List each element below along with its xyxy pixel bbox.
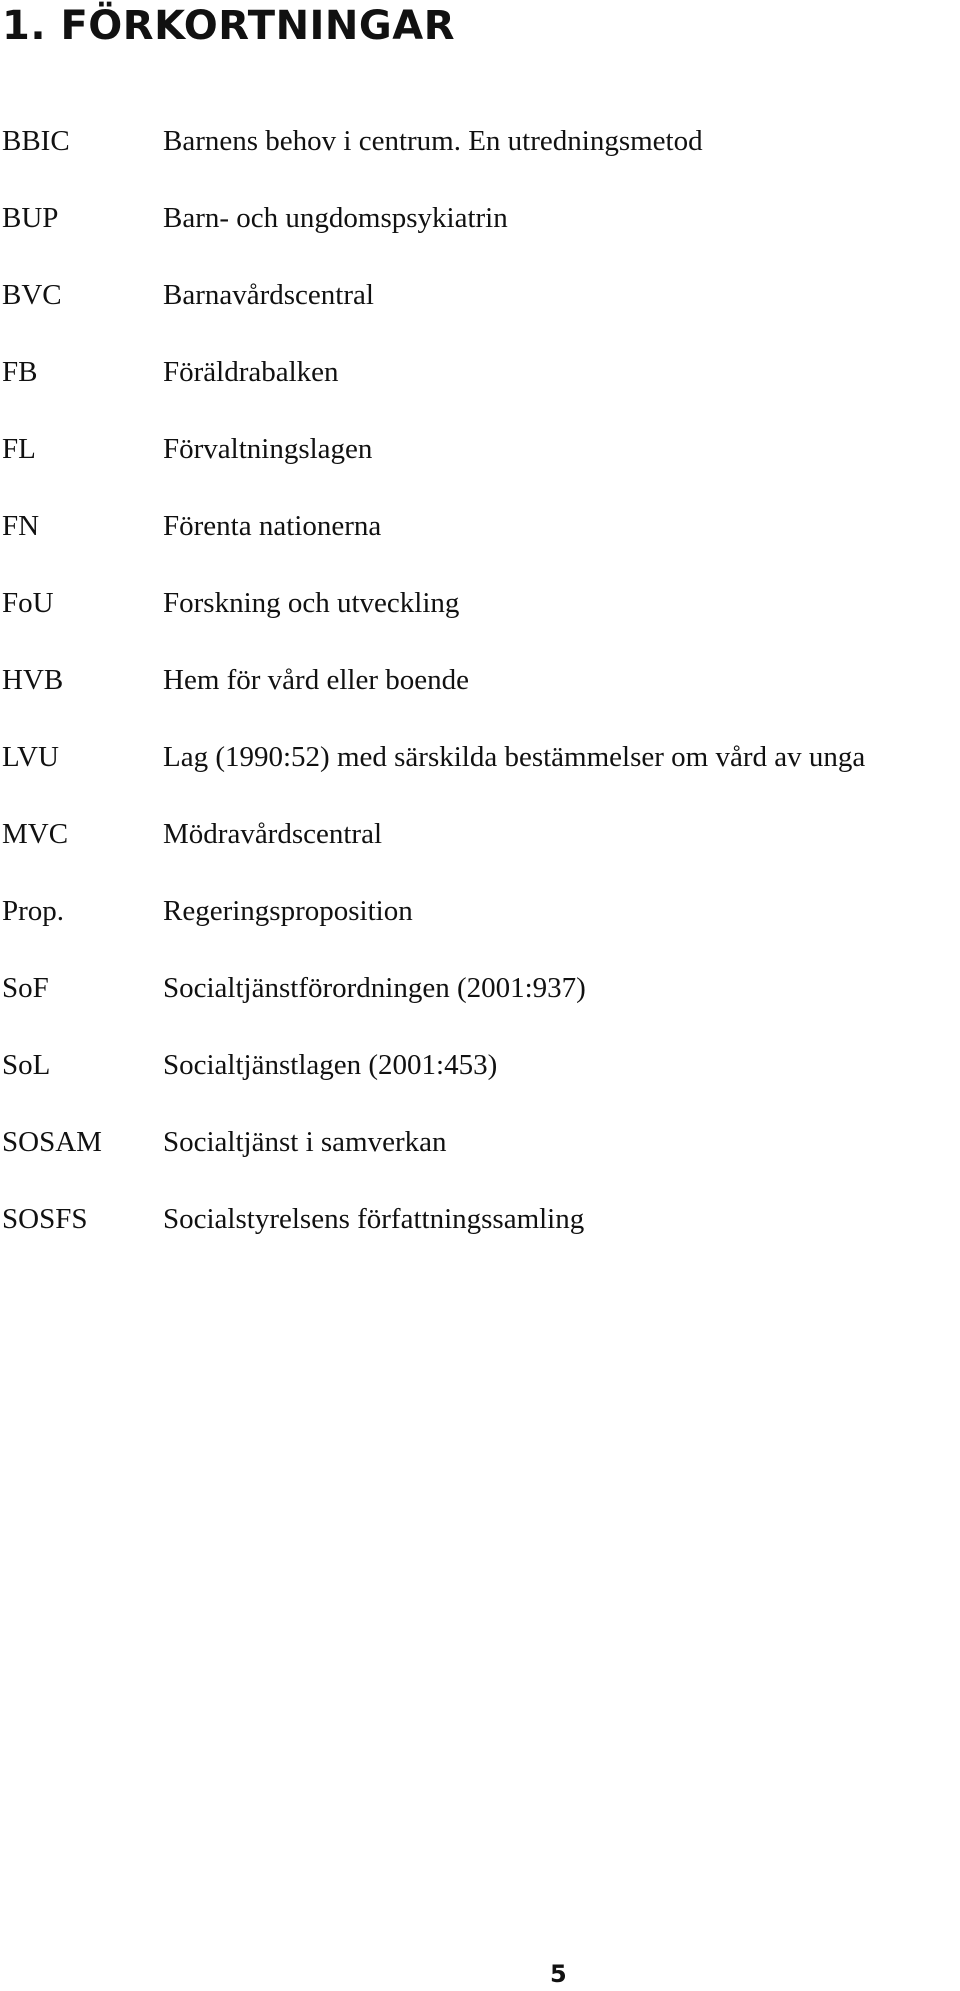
abbreviation-row	[0, 817, 960, 894]
abbreviation-definition: Förenta nationerna	[163, 510, 382, 542]
page-title: 1. FÖRKORTNINGAR	[2, 3, 455, 49]
abbreviation-row	[0, 1202, 960, 1279]
abbreviation-row	[0, 663, 960, 740]
abbreviation-row	[0, 432, 960, 509]
abbreviation-row	[0, 740, 960, 817]
abbreviation-definition: Socialtjänstförordningen (2001:937)	[163, 972, 586, 1004]
abbreviation-definition: Regeringsproposition	[163, 895, 413, 927]
abbreviation-term: SoF	[2, 972, 49, 1004]
abbreviation-row	[0, 586, 960, 663]
abbreviation-row	[0, 509, 960, 586]
abbreviation-row	[0, 278, 960, 355]
abbreviation-definition: Socialstyrelsens författningssamling	[163, 1203, 585, 1235]
abbreviation-term: SOSAM	[2, 1126, 102, 1158]
abbreviation-row	[0, 1125, 960, 1202]
abbreviation-term: Prop.	[2, 895, 65, 927]
abbreviation-row	[0, 971, 960, 1048]
abbreviation-term: SoL	[2, 1049, 51, 1081]
abbreviation-term: MVC	[2, 818, 69, 850]
abbreviation-definition: Föräldrabalken	[163, 356, 339, 388]
abbreviation-term: SOSFS	[2, 1203, 88, 1235]
abbreviation-definition: Barnens behov i centrum. En utredningsmetod	[163, 125, 703, 157]
abbreviation-list	[0, 124, 960, 1279]
abbreviation-definition: Lag (1990:52) med särskilda bestämmelser om vård av unga	[163, 741, 866, 773]
abbreviation-term: LVU	[2, 741, 59, 773]
abbreviation-row	[0, 355, 960, 432]
abbreviation-definition: Hem för vård eller boende	[163, 664, 469, 696]
abbreviation-term: BVC	[2, 279, 62, 311]
abbreviation-term: BUP	[2, 202, 59, 234]
abbreviation-term: FoU	[2, 587, 54, 619]
abbreviation-term: FN	[2, 510, 40, 542]
abbreviation-definition: Förvaltningslagen	[163, 433, 373, 465]
abbreviation-row	[0, 201, 960, 278]
abbreviation-definition: Socialtjänst i samverkan	[163, 1126, 447, 1158]
abbreviation-row	[0, 124, 960, 201]
abbreviation-definition: Barnavårdscentral	[163, 279, 374, 311]
abbreviation-term: FB	[2, 356, 38, 388]
abbreviation-row	[0, 1048, 960, 1125]
abbreviation-definition: Mödravårdscentral	[163, 818, 383, 850]
abbreviation-term: HVB	[2, 664, 64, 696]
page-number: 5	[550, 1960, 567, 1988]
abbreviation-term: FL	[2, 433, 36, 465]
abbreviation-definition: Socialtjänstlagen (2001:453)	[163, 1049, 498, 1081]
abbreviation-row	[0, 894, 960, 971]
abbreviation-definition: Forskning och utveckling	[163, 587, 460, 619]
abbreviation-term: BBIC	[2, 125, 70, 157]
abbreviation-definition: Barn- och ungdomspsykiatrin	[163, 202, 508, 234]
